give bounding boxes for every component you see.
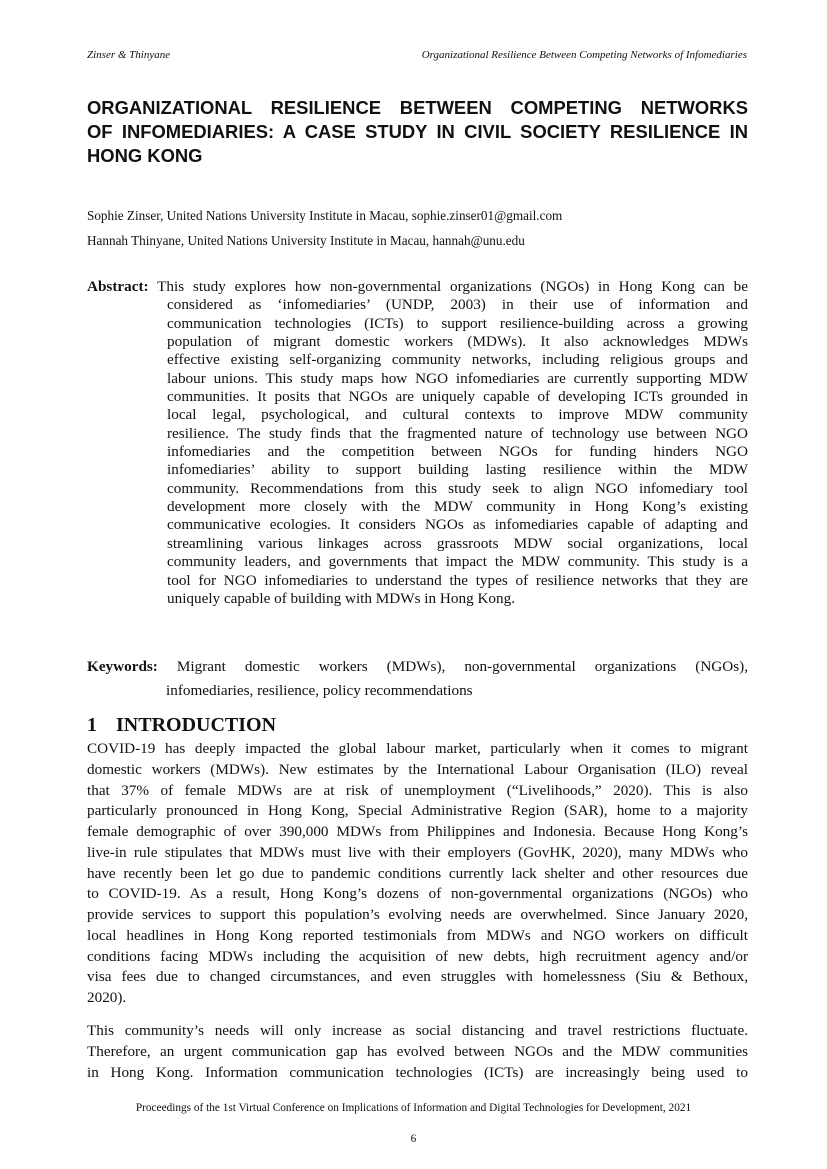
text-line: effective existing self-organizing community networks, including religious groups and <box>167 351 748 369</box>
title-line: ORGANIZATIONAL RESILIENCE BETWEEN COMPETING NETWORKS <box>87 97 748 118</box>
text-line: infomediaries’ ability to support building lasting resilience within the MDW <box>167 461 748 479</box>
text-line: population of migrant domestic workers (MDWs). It also acknowledges MDWs <box>167 333 748 351</box>
text-line: in Hong Kong. Information communication technologies (ICTs) are increasingly being used to <box>87 1063 748 1081</box>
text-line: visa fees due to changed circumstances, and even struggles with homelessness (Siu & Bethoux, <box>87 968 748 986</box>
text-line: provide services to support this population’s evolving needs are overwhelmed. Since January 2020, <box>87 906 748 923</box>
text-line: communicative ecologies. It considers NGOs as infomediaries capable of adapting and <box>167 516 748 534</box>
body-paragraph <box>87 1021 748 1083</box>
text-line: conditions facing MDWs including the acquisition of new debts, high recruitment agency and/or <box>87 947 748 965</box>
text-line: COVID-19 has deeply impacted the global labour market, particularly when it comes to migrant <box>87 740 748 757</box>
author-affiliation: Hannah Thinyane, United Nations University Institute in Macau, hannah@unu.edu <box>87 233 525 248</box>
text-line: particularly pronounced in Hong Kong, Special Administrative Region (SAR), home to a majority <box>87 802 748 820</box>
text-line: local legal, psychological, and cultural contexts to improve MDW community <box>167 406 748 424</box>
label: Abstract: <box>87 278 149 295</box>
text-line: 2020). <box>87 989 127 1006</box>
label: Keywords: <box>87 658 158 675</box>
author-list <box>87 203 562 253</box>
text: Migrant domestic workers (MDWs), non-governmental organizations (NGOs), <box>157 658 748 675</box>
text-line: tool for NGO infomediaries to understand the types of resilience networks that they are <box>167 571 748 589</box>
text-line: uniquely capable of building with MDWs in Hong Kong. <box>167 589 515 607</box>
text-line: to COVID-19. As a result, Hong Kong’s dozens of non-governmental organizations (NGOs) who <box>87 885 748 903</box>
text-line: development more closely with the MDW community in Hong Kong’s existing <box>167 498 748 516</box>
text-line: live-in rule stipulates that MDWs must live with their employers (GovHK, 2020), many MDWs who <box>87 843 748 861</box>
text-line: community leaders, and governments that impact the MDW community. This study is a <box>167 553 748 571</box>
text-line: resilience. The study finds that the fragmented nature of technology use between NGO <box>167 424 748 442</box>
title-line: HONG KONG <box>87 145 203 166</box>
text-line: streamlining various linkages across grassroots MDW social organizations, local <box>167 534 748 552</box>
text-line: communities. It posits that NGOs are uniquely capable of developing ICTs grounded in <box>167 388 748 406</box>
text-line: This community’s needs will only increase as social distancing and travel restrictions fluctuate. <box>87 1022 748 1039</box>
text-line: that 37% of female MDWs are at risk of unemployment (“Livelihoods,” 2020). This is also <box>87 781 748 799</box>
text-line <box>87 655 748 679</box>
text-line: considered as ‘infomediaries’ (UNDP, 2003) in their use of information and <box>167 296 748 314</box>
header-running-title: Organizational Resilience Between Competing Networks of Infomediaries <box>421 49 747 61</box>
page-footer: Proceedings of the 1st Virtual Conference on Implications of Information and Digital Technologies for Development, 2021 <box>135 1102 692 1114</box>
text-line: community. Recommendations from this study seek to align NGO infomediary tool <box>167 479 748 497</box>
abstract <box>87 278 748 608</box>
text-line: domestic workers (MDWs). New estimates by the International Labour Organisation (ILO) reveal <box>87 760 748 778</box>
text: This study explores how non-governmental organizations (NGOs) in Hong Kong can be <box>148 278 748 295</box>
paper-title <box>87 96 748 168</box>
text-line: local headlines in Hong Kong reported testimonials from MDWs and NGO workers on difficult <box>87 926 748 944</box>
text-line: infomediaries and the competition between NGOs for funding hinders NGO <box>167 443 748 461</box>
section-number: 1 <box>87 714 97 736</box>
header-authors: Zinser & Thinyane <box>87 49 171 61</box>
page-number: 6 <box>410 1133 417 1145</box>
body-paragraph <box>87 739 748 1009</box>
text-line: have recently been let go due to pandemic conditions currently lack shelter and other resources due <box>87 864 748 882</box>
title-line: OF INFOMEDIARIES: A CASE STUDY IN CIVIL SOCIETY RESILIENCE IN <box>87 121 748 142</box>
author-affiliation: Sophie Zinser, United Nations University Institute in Macau, sophie.zinser01@gmail.com <box>87 208 563 223</box>
text-line: labour unions. This study maps how NGO infomediaries are currently supporting MDW <box>167 369 748 387</box>
text-line <box>87 278 748 296</box>
text-line: communication technologies (ICTs) to support resilience-building across a growing <box>167 314 748 332</box>
section-heading <box>87 714 276 737</box>
text-line: infomediaries, resilience, policy recommendations <box>166 682 473 699</box>
text-line: female demographic of over 390,000 MDWs from Philippines and Indonesia. Because Hong Kong’s <box>87 823 748 840</box>
section-title: INTRODUCTION <box>116 714 277 736</box>
running-header <box>87 49 747 61</box>
text-line: Therefore, an urgent communication gap has evolved between NGOs and the MDW communities <box>87 1042 748 1060</box>
keywords <box>87 655 748 703</box>
